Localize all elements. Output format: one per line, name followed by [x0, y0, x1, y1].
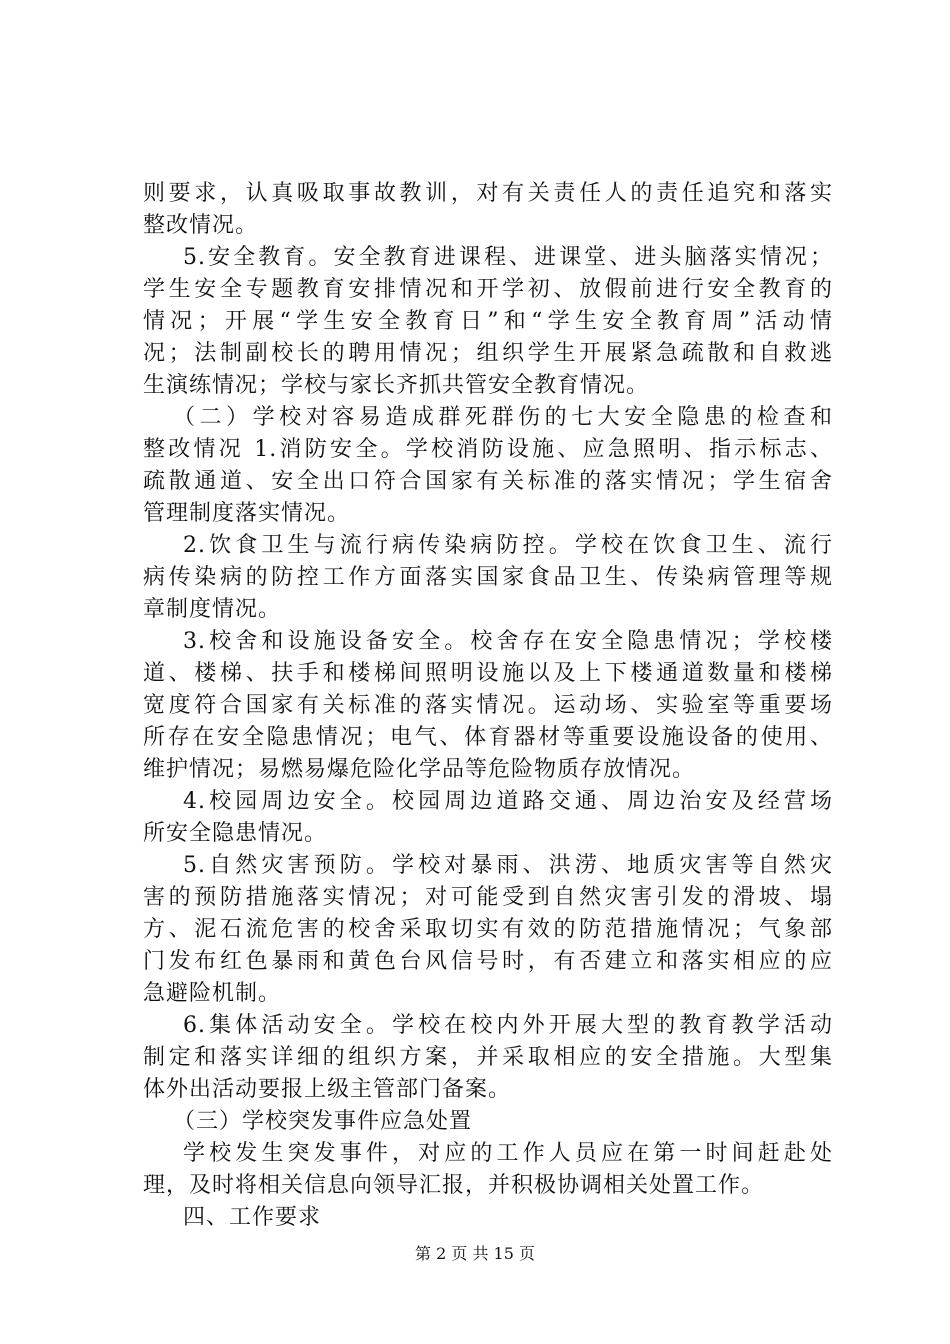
text-line: 管理制度落实情况。 [143, 501, 351, 526]
text-line: 4.校园周边安全。校园周边道路交通、周边治安及经营场 [183, 789, 833, 814]
text-line: 急避险机制。 [143, 981, 282, 1006]
text-line: 2.饮食卫生与流行病传染病防控。学校在饮食卫生、流行 [183, 533, 833, 558]
text-line: 理，及时将相关信息向领导汇报，并积极协调相关处置工作。 [143, 1173, 765, 1198]
text-line: 疏散通道、安全出口符合国家有关标准的落实情况；学生宿舍 [143, 469, 833, 494]
text-line: 门发布红色暴雨和黄色台风信号时，有否建立和落实相应的应 [143, 949, 833, 974]
text-line: 病传染病的防控工作方面落实国家食品卫生、传染病管理等规 [143, 565, 833, 590]
text-line: 四、工作要求 [183, 1205, 322, 1230]
text-line: 整改情况 1.消防安全。学校消防设施、应急照明、指示标志、 [143, 437, 833, 462]
text-line: 况；法制副校长的聘用情况；组织学生开展紧急疏散和自救逃 [143, 341, 833, 366]
text-line: 整改情况。 [143, 213, 259, 238]
text-line: 所存在安全隐患情况；电气、体育器材等重要设施设备的使用、 [143, 725, 833, 750]
text-line: 方、泥石流危害的校舍采取切实有效的防范措施情况；气象部 [143, 917, 833, 942]
page-footer: 第 2 页 共 15 页 [415, 1244, 535, 1263]
text-line: 6.集体活动安全。学校在校内外开展大型的教育教学活动 [183, 1013, 833, 1038]
text-line: 情况；开展“学生安全教育日”和“学生安全教育周”活动情 [143, 309, 833, 334]
text-line: 则要求，认真吸取事故教训，对有关责任人的责任追究和落实 [143, 181, 833, 206]
text-line: 体外出活动要报上级主管部门备案。 [143, 1077, 512, 1102]
text-line: 道、楼梯、扶手和楼梯间照明设施以及上下楼通道数量和楼梯 [143, 661, 833, 686]
text-line: 生演练情况；学校与家长齐抓共管安全教育情况。 [143, 373, 650, 398]
text-line: 学生安全专题教育安排情况和开学初、放假前进行安全教育的 [143, 277, 833, 302]
text-line: 制定和落实详细的组织方案，并采取相应的安全措施。大型集 [143, 1045, 833, 1070]
text-line: 章制度情况。 [143, 597, 282, 622]
text-line: 5.自然灾害预防。学校对暴雨、洪涝、地质灾害等自然灾 [183, 853, 833, 878]
text-line: 维护情况；易燃易爆危险化学品等危险物质存放情况。 [143, 757, 696, 782]
text-line: 所安全隐患情况。 [143, 821, 328, 846]
document-body [143, 178, 833, 1234]
text-line: 3.校舍和设施设备安全。校舍存在安全隐患情况；学校楼 [183, 629, 833, 654]
text-line: （三）学校突发事件应急处置 [173, 1109, 473, 1134]
text-line: 宽度符合国家有关标准的落实情况。运动场、实验室等重要场 [143, 693, 833, 718]
text-line: 害的预防措施落实情况；对可能受到自然灾害引发的滑坡、塌 [143, 885, 833, 910]
text-line: 学校发生突发事件，对应的工作人员应在第一时间赶赴处 [183, 1141, 833, 1166]
text-line: 5.安全教育。安全教育进课程、进课堂、进头脑落实情况； [183, 245, 833, 270]
text-line: （二）学校对容易造成群死群伤的七大安全隐患的检查和 [173, 405, 833, 430]
